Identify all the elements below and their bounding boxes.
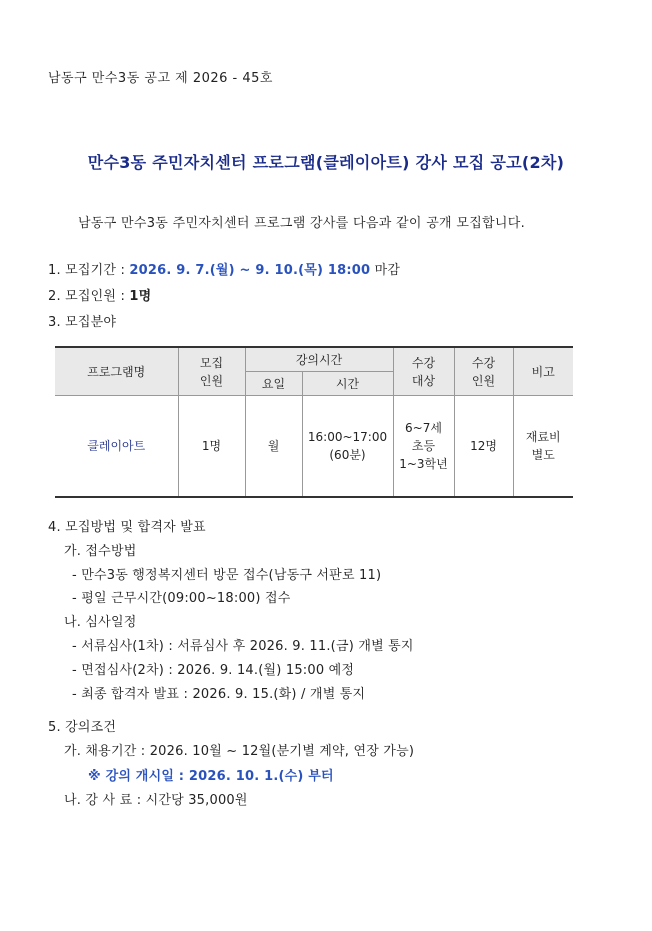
cell-note: 재료비 별도 bbox=[513, 396, 573, 498]
intro-text: 남동구 만수3동 주민자치센터 프로그램 강사를 다음과 같이 공개 모집합니다. bbox=[78, 216, 526, 231]
lecture-fee: 나. 강 사 료 : 시간당 35,000원 bbox=[64, 793, 248, 808]
conditions-period: 가. 채용기간 : 2026. 10월 ~ 12월(분기별 계약, 연장 가능) bbox=[64, 744, 415, 759]
cell-recruit-count: 1명 bbox=[178, 396, 245, 498]
cell-capacity: 12명 bbox=[454, 396, 513, 498]
table-row bbox=[55, 396, 573, 498]
recruit-count-value: 1명 bbox=[129, 289, 152, 304]
recruit-field-heading: 3. 모집분야 bbox=[48, 315, 117, 330]
document-title: 만수3동 주민자치센터 프로그램(클레이아트) 강사 모집 공고(2차) bbox=[87, 153, 565, 172]
lecture-start-note: ※ 강의 개시일 : 2026. 10. 1.(수) 부터 bbox=[88, 769, 334, 784]
method-b-label: 나. 심사일정 bbox=[64, 615, 137, 630]
recruit-count-label: 2. 모집인원 : bbox=[48, 289, 130, 304]
table-header-row bbox=[55, 347, 573, 372]
list-item: - 평일 근무시간(09:00~18:00) 접수 bbox=[72, 591, 291, 606]
conditions-heading: 5. 강의조건 bbox=[48, 720, 117, 735]
cell-day: 월 bbox=[245, 396, 302, 498]
header-program: 프로그램명 bbox=[55, 347, 178, 396]
cell-target: 6~7세 초등 1~3학년 bbox=[393, 396, 454, 498]
method-heading: 4. 모집방법 및 합격자 발표 bbox=[48, 520, 206, 535]
header-recruit-count: 모집 인원 bbox=[178, 347, 245, 396]
recruit-table bbox=[55, 346, 573, 498]
list-item: - 서류심사(1차) : 서류심사 후 2026. 9. 11.(금) 개별 통지 bbox=[72, 639, 414, 654]
header-note: 비고 bbox=[513, 347, 573, 396]
recruit-period bbox=[48, 259, 400, 278]
header-time: 시간 bbox=[302, 372, 393, 396]
header-capacity: 수강 인원 bbox=[454, 347, 513, 396]
cell-program: 클레이아트 bbox=[55, 396, 178, 498]
recruit-period-suffix: 마감 bbox=[370, 263, 401, 278]
cell-time: 16:00~17:00 (60분) bbox=[302, 396, 393, 498]
header-day: 요일 bbox=[245, 372, 302, 396]
recruit-period-value: 2026. 9. 7.(월) ~ 9. 10.(목) 18:00 bbox=[129, 263, 371, 278]
header-target: 수강 대상 bbox=[393, 347, 454, 396]
recruit-count bbox=[48, 285, 151, 304]
recruit-period-label: 1. 모집기간 : bbox=[48, 263, 130, 278]
header-lecture-time: 강의시간 bbox=[245, 347, 393, 372]
list-item: - 만수3동 행정복지센터 방문 접수(남동구 서판로 11) bbox=[72, 568, 382, 583]
method-a-label: 가. 접수방법 bbox=[64, 544, 137, 559]
list-item: - 면접심사(2차) : 2026. 9. 14.(월) 15:00 예정 bbox=[72, 663, 355, 678]
list-item: - 최종 합격자 발표 : 2026. 9. 15.(화) / 개별 통지 bbox=[72, 687, 366, 702]
notice-number: 남동구 만수3동 공고 제 2026 - 45호 bbox=[48, 71, 273, 86]
